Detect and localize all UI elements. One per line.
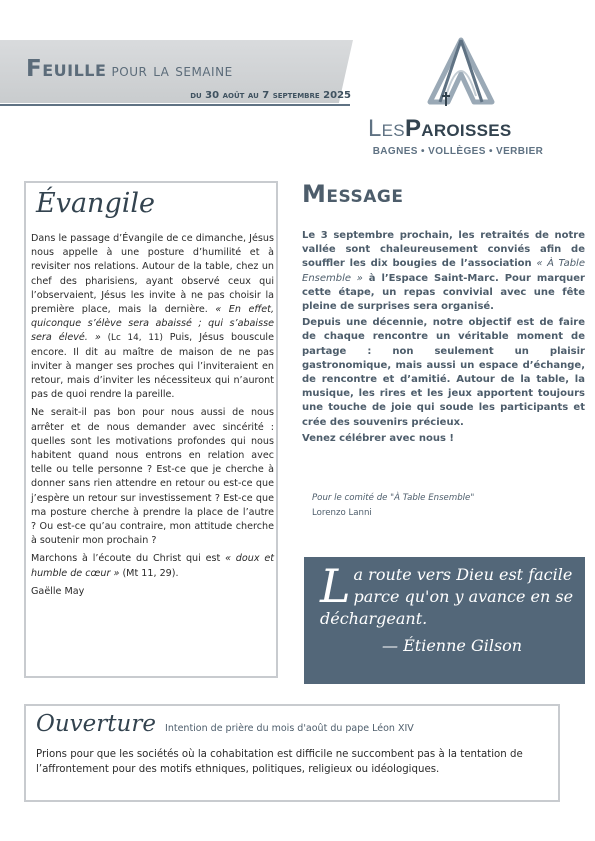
message-paragraph-3: Venez célébrer avec nous ! [302,432,454,444]
message-paragraph-2: Depuis une décennie, notre objectif est de faire de chaque rencontre un véritable moment de partage : non seulement un plaisir gastronomique, mais aussi un espace d’échange, de rencontre et d’amitié. Autour de la table, la musique, les rires et les jeux apportent toujours une touche de joie qui soude les participants et crée des souvenirs précieux. [302,317,585,428]
ouverture-body: Prions pour que les sociétés où la cohabitation est difficile ne succombent pas à la tentation de l’affrontement pour des motifs ethniques, politiques, religieux ou idéologiques. [36,749,523,775]
message-p1-text: Le 3 septembre prochain, les retraités de notre vallée sont chaleureusement conviés afin de souffler les dix bougies de l’association [302,230,585,270]
title-main: Feuille [26,56,107,82]
gospel-paragraph-2: Ne serait-il pas bon pour nous aussi de nous arrêter et de nous demander avec sincérité : quelles sont les motivations profondes qui nous habitent quand nous entrons en relation avec telle ou telle personne ? Est-ce que je cherche à donner sans rien attendre en retour ou est-ce que j’espère un retour sur investissement ? Est-ce que ma posture cherche à prendre la place de l’autre ? Ou est-ce qu’au contraire, mon attitude cherche à soutenir mon prochain ? [31,407,274,547]
gospel-body [31,232,274,599]
gospel-paragraph-1 [31,232,274,402]
message-credit-name: Lorenzo Lanni [312,507,372,518]
ouverture-heading-row [36,711,414,737]
quote-author: — Étienne Gilson [382,636,523,655]
quote-body: a route vers Dieu est facile parce qu'on y avance en se déchargeant. [320,565,574,628]
gospel-paragraph-3 [31,552,274,580]
gospel-p3-ref: (Mt 11, 29). [119,567,179,579]
gospel-p1-ref: (Lc 14, 11) [100,333,170,344]
message-heading: Message [302,180,404,208]
message-paragraph-1 [302,229,585,314]
gospel-p1-text-b: Puis, Jésus bouscule encore. Il dit au maître de maison de ne pas inviter à manger ses proches qui l’inviteraient en retour, mais d’inviter les nécessiteux qui n’auront pas de quoi rendre la pareille. [31,332,274,401]
gospel-heading: Évangile [36,188,155,219]
gospel-signature: Gaëlle May [31,585,85,597]
message-p1-quote: « À Table Ensemble » [302,258,585,284]
page-title [26,56,233,82]
title-sub: pour la semaine [111,61,233,81]
date-range: du 30 août au 7 septembre 2025 [190,90,351,101]
logo-subtitle: BAGNES • VOLLÈGES • VERBIER [372,146,544,157]
quote-text [320,559,582,630]
ouverture-subheading: Intention de prière du mois d'août du pape Léon XIV [165,723,414,734]
gospel-p3-quote: « doux et humble de cœur » [31,553,275,579]
ouverture-heading: Ouverture [36,711,156,737]
message-credit [312,491,592,520]
message-credit-line: Pour le comité de "À Table Ensemble" [312,493,475,503]
gospel-p3-text: Marchons à l’écoute du Christ qui est [31,553,226,565]
mountain-cross-icon [426,36,496,110]
gospel-p1-quote: « En effet, quiconque s’élève sera abaissé ; qui s’abaisse sera élevé. » [31,304,274,344]
logo-name-bold: Paroisses [404,115,512,142]
message-body [302,229,585,448]
quote-drop-letter: L [320,559,351,613]
gospel-p1-text: Dans le passage d’Évangile de ce dimanche, Jésus nous appelle à une posture d’humilité et à revisiter nos relations. Autour de la table, chez un chef des pharisiens, ayant observé ceux qui l’observaient, Jésus les invite à ne pas choisir la première place, mais la dernière. [31,233,274,316]
logo-wordmark [368,115,548,143]
message-p1-text-b: à l’Espace Saint-Marc. Pour marquer cette étape, un repas convivial avec une fête pleine de surprises sera organisé. [302,272,585,313]
header-divider [0,104,350,106]
logo-name-light: Les [368,115,405,142]
